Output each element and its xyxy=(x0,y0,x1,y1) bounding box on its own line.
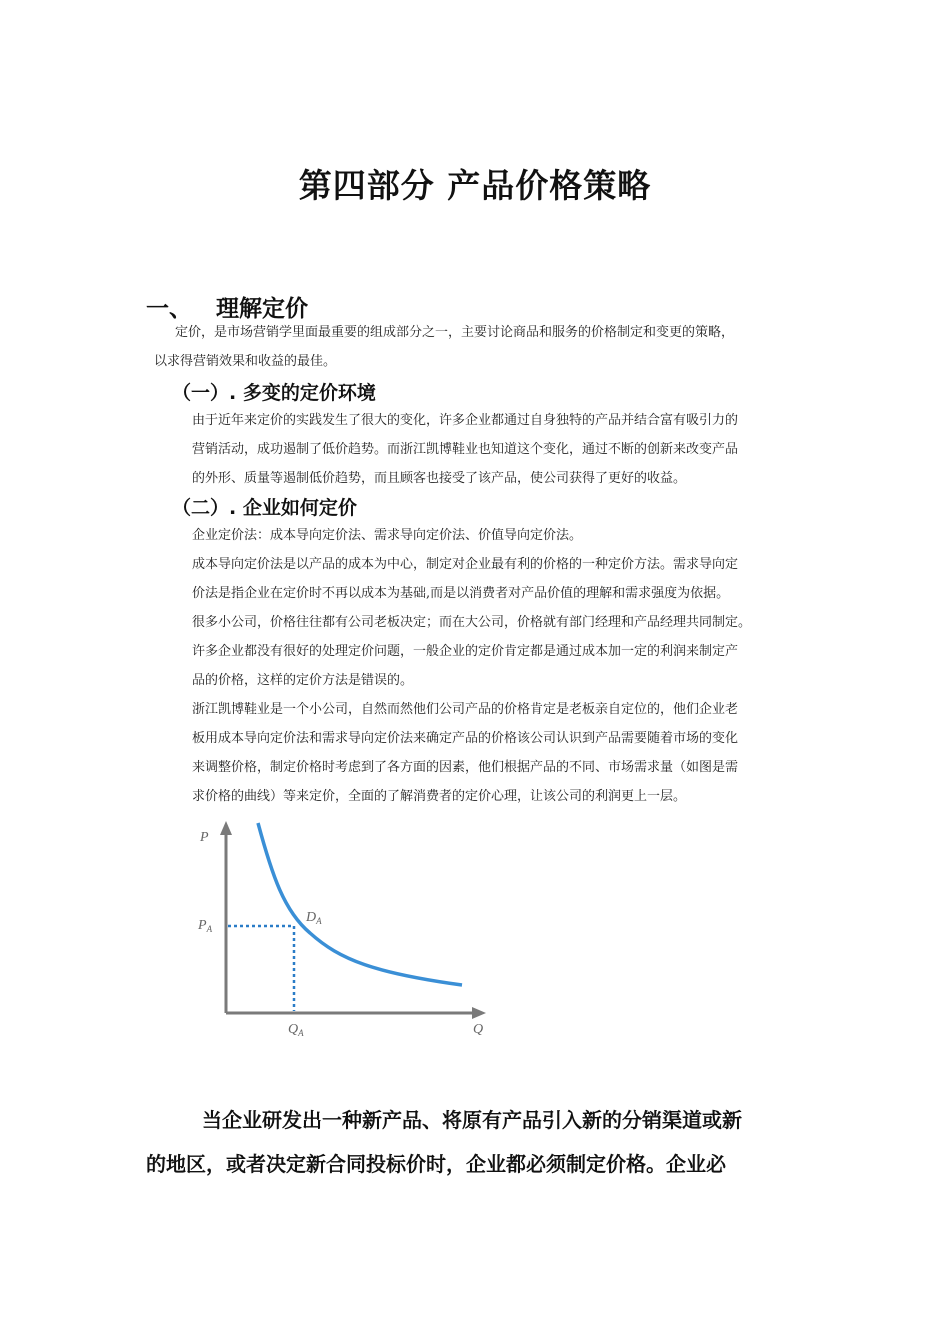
paragraph-line: 求价格的曲线）等来定价，全面的了解消费者的定价心理，让该公司的利润更上一层。 xyxy=(192,789,687,804)
paragraph-line: 价法是指企业在定价时不再以成本为基础,而是以消费者对产品价值的理解和需求强度为依据。 xyxy=(192,586,730,601)
x-axis xyxy=(226,1007,486,1019)
x-axis-label: Q xyxy=(473,1022,484,1037)
paragraph-line: 成本导向定价法是以产品的成本为中心，制定对企业最有利的价格的一种定价方法。需求导向定 xyxy=(192,557,739,572)
paragraph-line: 板用成本导向定价法和需求导向定价法来确定产品的价格该公司认识到产品需要随着市场的变化 xyxy=(192,731,739,746)
closing-line-1: 当企业研发出一种新产品、将原有产品引入新的分销渠道或新 xyxy=(202,1108,742,1132)
demand-curve xyxy=(258,823,462,985)
section-number: 一、 xyxy=(146,296,192,322)
price-label: $P_A$ xyxy=(198,918,213,934)
paragraph-line: 很多小公司，价格往往都有公司老板决定；而在大公司，价格就有部门经理和产品经理共同制定。 xyxy=(192,615,752,630)
quantity-label: $Q_A$ xyxy=(288,1022,304,1038)
page-title: 第四部分 产品价格策略 xyxy=(298,166,652,205)
paragraph-line: 许多企业都没有很好的处理定价问题，一般企业的定价肯定都是通过成本加一定的利润来制定产 xyxy=(192,644,739,659)
intro-line-1: 定价，是市场营销学里面最重要的组成部分之一，主要讨论商品和服务的价格制定和变更的策略， xyxy=(175,325,735,340)
subsection-heading-2: （二）. 企业如何定价 xyxy=(172,497,357,519)
closing-line-2: 的地区，或者决定新合同投标价时，企业都必须制定价格。企业必 xyxy=(146,1152,726,1176)
y-axis xyxy=(220,821,232,1013)
paragraph-line: 品的价格，这样的定价方法是错误的。 xyxy=(192,673,414,688)
paragraph-line: 由于近年来定价的实践发生了很大的变化，许多企业都通过自身独特的产品并结合富有吸引力的 xyxy=(192,413,739,428)
paragraph-line: 来调整价格，制定价格时考虑到了各方面的因素，他们根据产品的不同、市场需求量（如图是需 xyxy=(192,760,739,775)
intro-line-2: 以求得营销效果和收益的最佳。 xyxy=(154,354,337,369)
demand-label: $D_A$ xyxy=(306,910,322,926)
y-axis-label: P xyxy=(200,830,209,845)
paragraph-line: 浙江凯博鞋业是一个小公司，自然而然他们公司产品的价格肯定是老板亲自定位的，他们企业老 xyxy=(192,702,739,717)
demand-curve-figure xyxy=(190,815,500,1045)
paragraph-line: 营销活动，成功遏制了低价趋势。而浙江凯博鞋业也知道这个变化，通过不断的创新来改变产品 xyxy=(192,442,739,457)
paragraph-line: 企业定价法：成本导向定价法、需求导向定价法、价值导向定价法。 xyxy=(192,528,583,543)
paragraph-line: 的外形、质量等遏制低价趋势，而且顾客也接受了该产品，使公司获得了更好的收益。 xyxy=(192,471,687,486)
section-title: 理解定价 xyxy=(216,296,308,322)
subsection-heading-1: （一）. 多变的定价环境 xyxy=(172,382,376,404)
